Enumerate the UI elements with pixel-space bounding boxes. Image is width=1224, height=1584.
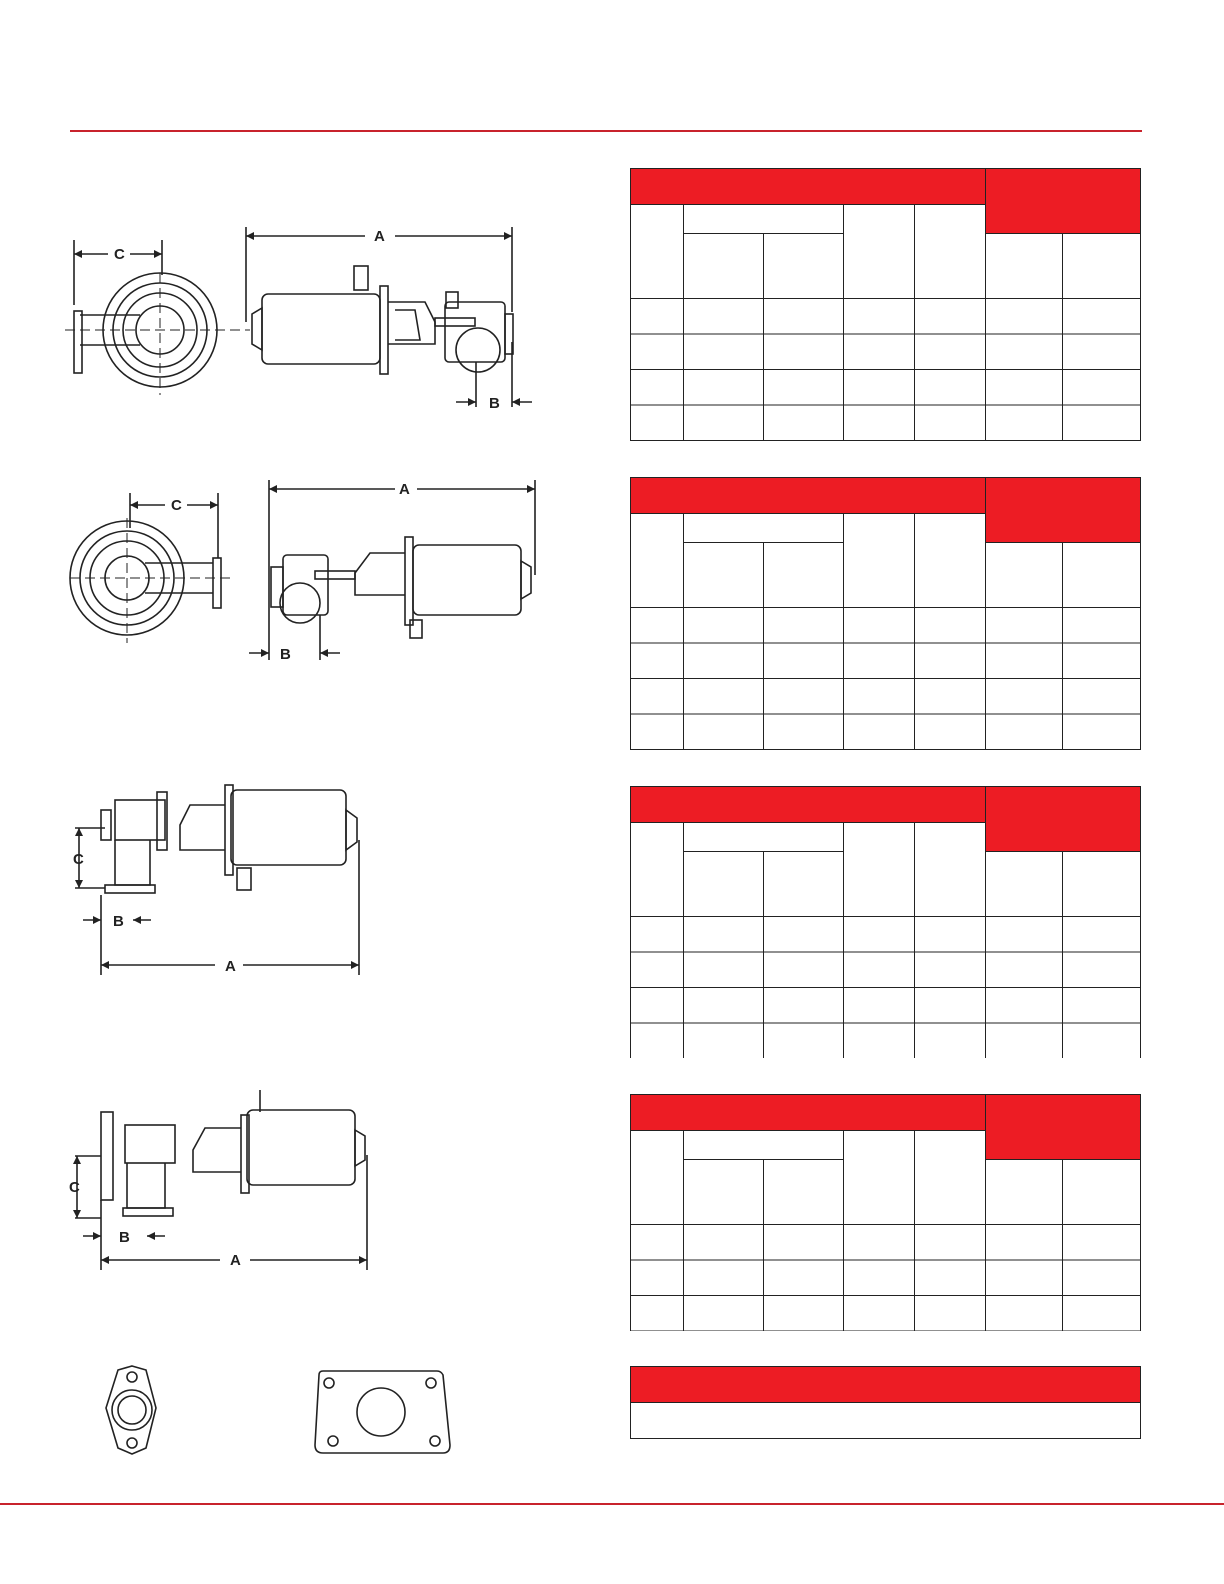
dim-label-c: C (171, 497, 182, 514)
table-header-block (986, 787, 1141, 852)
dim-label-b: B (280, 646, 291, 663)
mirrored-valve-end-view (65, 488, 235, 648)
notes-table-body (631, 1403, 1141, 1439)
dim-label-a: A (374, 228, 385, 245)
dim-label-c: C (69, 1179, 80, 1196)
notes-table-header (631, 1367, 1141, 1403)
table-header-bar (631, 787, 986, 823)
angle-valve-cf-view (65, 1090, 375, 1280)
spec-table-2 (630, 477, 1141, 750)
mirrored-valve-side-view (245, 475, 545, 665)
notes-table (630, 1366, 1141, 1439)
table-header-bar (631, 169, 986, 205)
table-header-block (986, 478, 1141, 543)
table-header-bar (631, 1095, 986, 1131)
straight-valve-end-view (60, 235, 260, 405)
spec-table-4 (630, 1094, 1141, 1331)
dim-label-b: B (119, 1229, 130, 1246)
diamond-flange-view (100, 1360, 165, 1460)
dim-label-c: C (73, 851, 84, 868)
table-header-block (986, 1095, 1141, 1160)
bottom-rule (0, 1503, 1224, 1505)
spec-table-1 (630, 168, 1141, 441)
dim-label-b: B (113, 913, 124, 930)
dim-label-a: A (399, 481, 410, 498)
square-flange-view (305, 1365, 455, 1460)
straight-valve-side-view (240, 222, 540, 417)
top-rule (70, 130, 1142, 132)
dim-label-a: A (225, 958, 236, 975)
dim-label-a: A (230, 1252, 241, 1269)
table-header-bar (631, 478, 986, 514)
spec-table-3 (630, 786, 1141, 1058)
dim-label-c: C (114, 246, 125, 263)
dim-label-b: B (489, 395, 500, 412)
table-header-block (986, 169, 1141, 234)
angle-valve-kf-view (65, 780, 375, 985)
